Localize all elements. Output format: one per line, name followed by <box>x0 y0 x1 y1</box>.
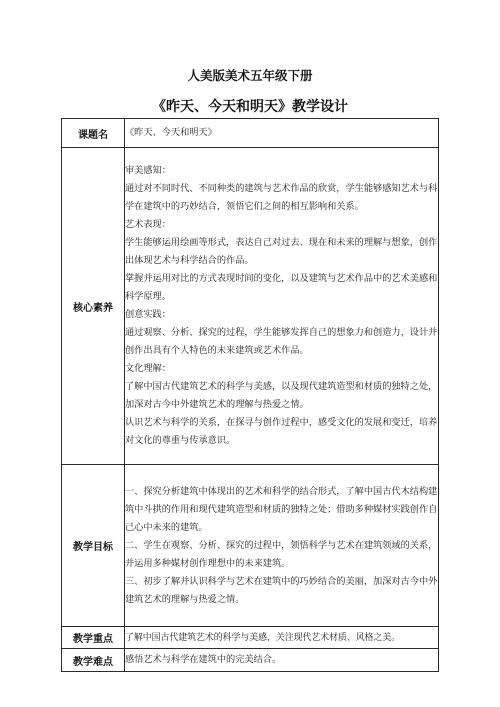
document-title: 《昨天、今天和明天》教学设计 <box>152 99 348 115</box>
goal-line: 三、初步了解并认识科学与艺术在建筑中的巧妙结合的美丽，加深对古今中外建筑艺术的理解与热爱之情。 <box>125 575 438 605</box>
goal-line: 二、学生在观察、分析、探究的过程中，领悟科学与艺术在建筑领域的关系，并运用多种媒材创作理想中的未来建筑。 <box>125 539 438 569</box>
core-line: 通过对不同时代、不同种类的建筑与艺术作品的欣赏，学生能够感知艺术与科学在建筑中的巧妙结合，领悟它们之间的相互影响和关系。 <box>125 183 438 212</box>
core-line: 通过观察、分析、探究的过程，学生能够发挥自己的想象力和创造力，设计并创作出具有个人特色的未来建筑或艺术作品。 <box>125 327 438 356</box>
document-subtitle: 人美版美术五年级下册 <box>187 68 313 83</box>
topic-label: 课题名 <box>62 119 125 148</box>
core-line: 创意实践： <box>125 309 171 320</box>
topic-value: 《昨天、今天和明天》 <box>125 119 439 148</box>
core-line: 学生能够运用绘画等形式，表达自己对过去、现在和未来的理解与想象，创作出体现艺术与科学结合的作品。 <box>125 237 438 266</box>
core-label: 核心素养 <box>62 148 125 465</box>
core-line: 认识艺术与科学的关系，在探寻与创作过程中，感受文化的发展和变迁，培养对文化的尊重与传承意识。 <box>125 417 438 446</box>
table-row-goals <box>62 465 439 627</box>
table-row-topic <box>62 119 439 148</box>
core-line: 了解中国古代建筑艺术的科学与美感，以及现代建筑造型和材质的独特之处，加深对古今中外建筑艺术的理解与热爱之情。 <box>125 381 438 410</box>
core-line: 艺术表现： <box>125 219 171 230</box>
core-line: 掌握并运用对比的方式表现时间的变化，以及建筑与艺术作品中的艺术美感和科学原理。 <box>125 273 438 302</box>
difficult-label: 教学难点 <box>62 649 125 672</box>
goals-content <box>125 465 439 627</box>
core-line: 审美感知： <box>125 165 171 176</box>
goals-label: 教学目标 <box>62 465 125 627</box>
table-row-key <box>62 627 439 649</box>
key-value: 了解中国古代建筑艺术的科学与美感，关注现代艺术材质、风格之美。 <box>125 627 439 649</box>
table-row-difficult <box>62 649 439 672</box>
difficult-value: 感悟艺术与科学在建筑中的完美结合。 <box>125 649 439 672</box>
core-line: 文化理解： <box>125 363 171 374</box>
table-row-core <box>62 148 439 465</box>
key-label: 教学重点 <box>62 627 125 649</box>
goal-line: 一、探究分析建筑中体现出的艺术和科学的结合形式，了解中国古代木结构建筑中斗拱的作用和现代建筑造型和材质的独特之处；借助多种媒材实践创作自己心中未来的建筑。 <box>125 485 438 533</box>
core-content <box>125 148 439 465</box>
lesson-plan-table <box>61 118 439 672</box>
